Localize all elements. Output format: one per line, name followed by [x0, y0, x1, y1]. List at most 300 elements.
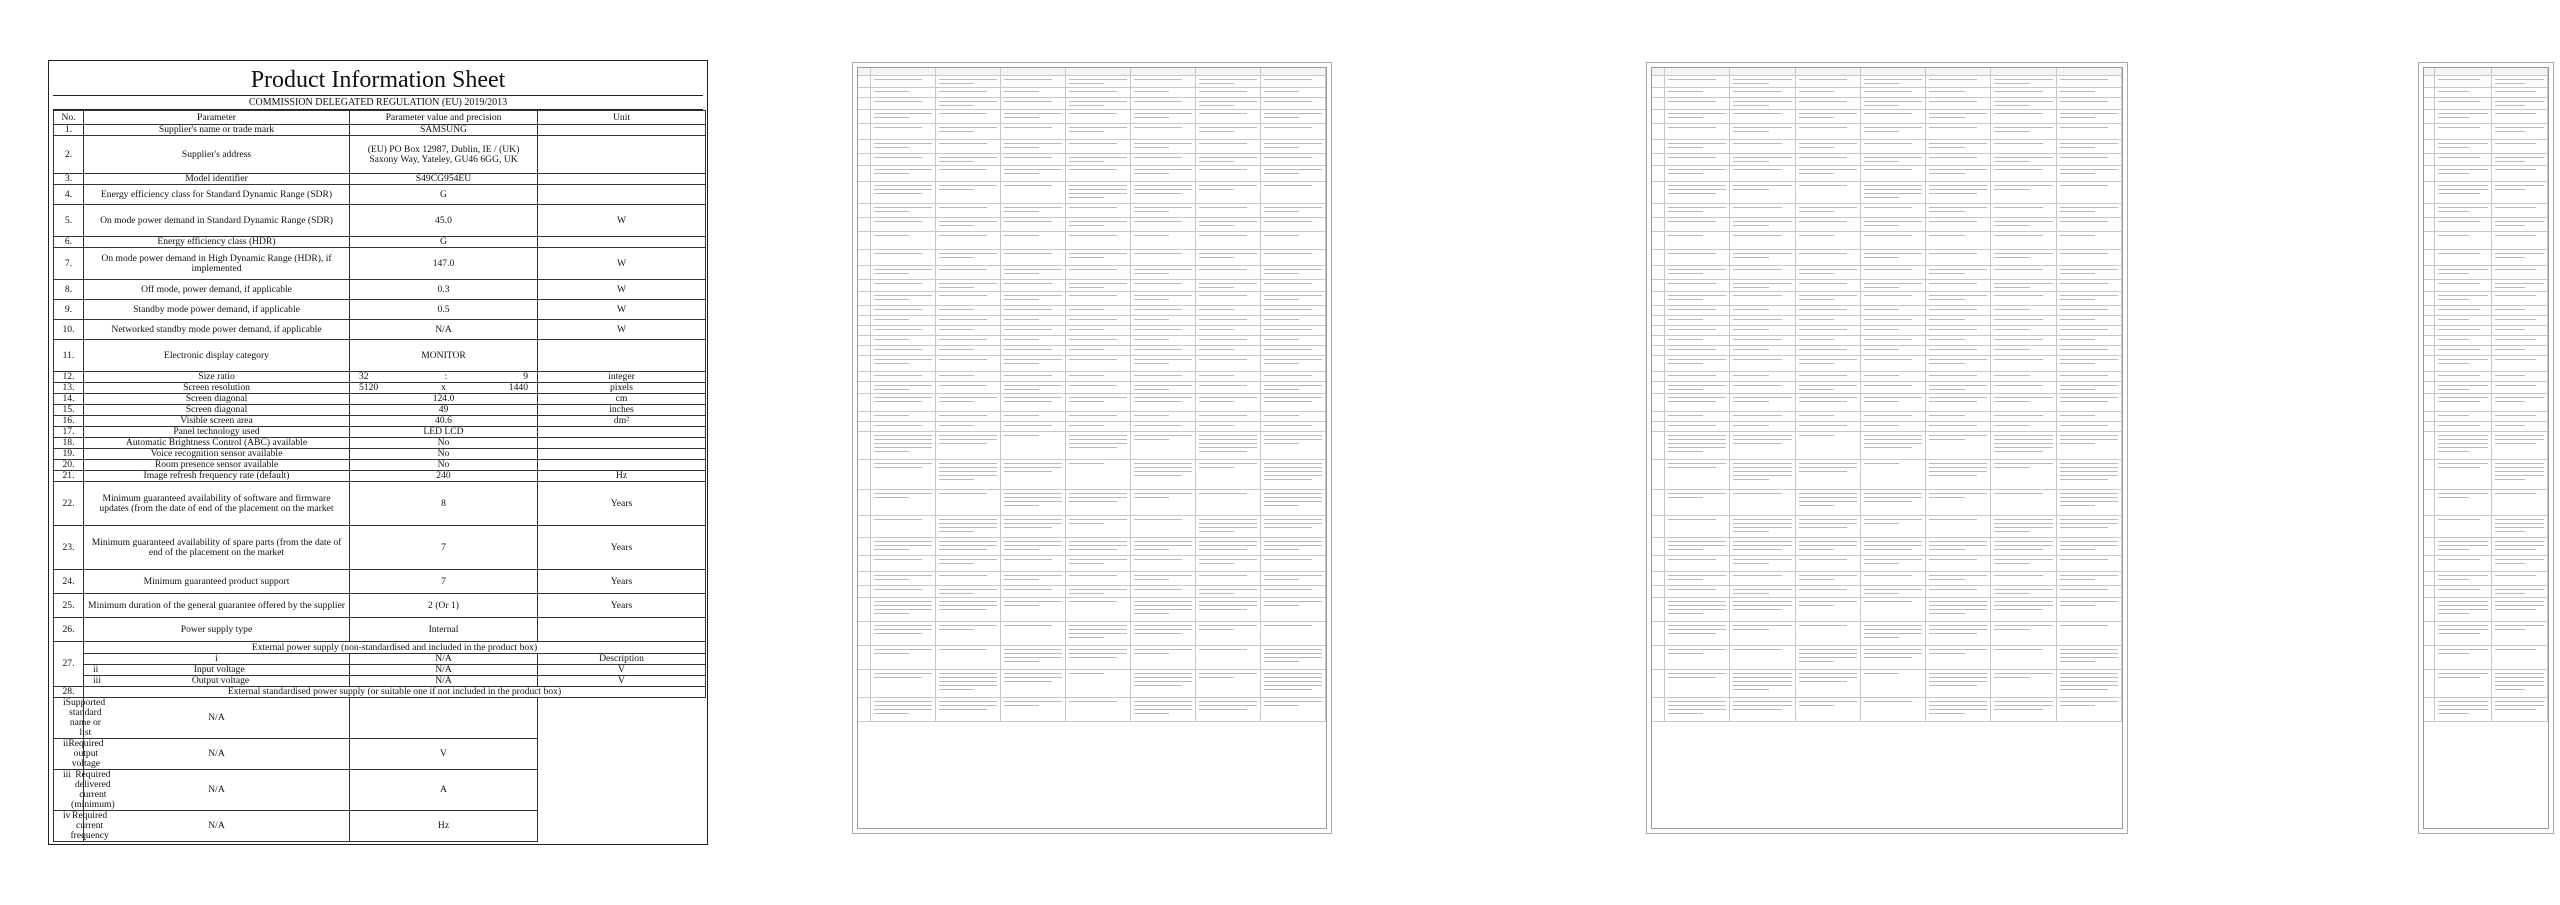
- table-cell: [1652, 326, 1665, 336]
- table-cell: [1861, 218, 1926, 232]
- table-cell: [2492, 382, 2548, 394]
- table-cell: [1652, 372, 1665, 382]
- table-cell: [2435, 280, 2491, 292]
- table-cell: [1196, 204, 1261, 218]
- table-row: [54, 405, 706, 416]
- row-no: 24.: [54, 570, 84, 594]
- table-cell: [1196, 394, 1261, 412]
- table-cell: [1196, 88, 1261, 98]
- table-cell: [1730, 516, 1795, 538]
- table-cell: [1261, 326, 1326, 336]
- table-cell: [1001, 460, 1066, 490]
- table-cell: [1001, 432, 1066, 460]
- table-cell: [1652, 336, 1665, 346]
- table-cell: [1131, 356, 1196, 372]
- table-cell: [2435, 646, 2491, 670]
- sheet-subtitle: COMMISSION DELEGATED REGULATION (EU) 2019/2013: [53, 95, 703, 110]
- col-header-value: Parameter value and precision: [350, 111, 538, 125]
- table-cell: [1196, 182, 1261, 204]
- table-cell: [1066, 460, 1131, 490]
- table-cell: [1730, 394, 1795, 412]
- table-cell: [1926, 124, 1991, 140]
- table-cell: [1796, 460, 1861, 490]
- table-cell: [871, 490, 936, 516]
- ratio-sep: :: [444, 371, 448, 382]
- ext-psu-header: External power supply (non-standardised and included in the product box): [84, 642, 706, 654]
- table-cell: [2492, 140, 2548, 154]
- table-row: [54, 174, 706, 185]
- row-parameter: [54, 810, 109, 842]
- table-cell: [1261, 382, 1326, 394]
- table-cell: [1196, 140, 1261, 154]
- table-cell: [1730, 622, 1795, 646]
- table-cell: [936, 670, 1001, 698]
- row-value: No: [350, 449, 538, 460]
- row-parameter: Off mode, power demand, if applicable: [84, 280, 350, 300]
- table-cell: [1066, 232, 1131, 250]
- table-cell: [2057, 232, 2122, 250]
- table-cell: [2424, 326, 2435, 336]
- table-cell: [1066, 698, 1131, 722]
- table-cell: [1926, 204, 1991, 218]
- table-cell: [1926, 698, 1991, 722]
- table-cell: [1261, 124, 1326, 140]
- table-cell: [871, 266, 936, 280]
- table-cell: [1066, 68, 1131, 76]
- sheet-title: Product Information Sheet: [250, 67, 506, 93]
- table-cell: [2492, 460, 2548, 490]
- row-no: 2.: [54, 136, 84, 174]
- table-cell: [1066, 166, 1131, 182]
- row-parameter: Model identifier: [84, 174, 350, 185]
- table-cell: [1652, 110, 1665, 124]
- table-cell: [2424, 356, 2435, 372]
- table-cell: [2057, 538, 2122, 556]
- table-cell: [2435, 140, 2491, 154]
- table-cell: [1796, 266, 1861, 280]
- table-cell: [1730, 166, 1795, 182]
- row-value: 2 (Or 1): [350, 594, 538, 618]
- table-cell: [1066, 336, 1131, 346]
- table-row: [54, 136, 706, 174]
- table-cell: [2057, 698, 2122, 722]
- resolution-a: 5120: [359, 382, 379, 393]
- table-cell: [2492, 538, 2548, 556]
- table-cell: [2492, 356, 2548, 372]
- table-cell: [871, 336, 936, 346]
- row-no: 20.: [54, 460, 84, 471]
- table-cell: [2492, 516, 2548, 538]
- table-cell: [1796, 232, 1861, 250]
- table-cell: [1926, 572, 1991, 586]
- table-cell: [2057, 154, 2122, 166]
- table-cell: [1665, 394, 1730, 412]
- row-value: No: [350, 438, 538, 449]
- table-cell: [1926, 76, 1991, 88]
- table-cell: [871, 586, 936, 598]
- row-unit: Years: [538, 526, 706, 570]
- table-cell: [1926, 88, 1991, 98]
- table-cell: [1730, 292, 1795, 306]
- row-value: 8: [350, 482, 538, 526]
- row-parameter: Supplier's name or trade mark: [84, 125, 350, 136]
- table-cell: [1730, 124, 1795, 140]
- table-cell: [1131, 698, 1196, 722]
- table-cell: [2435, 250, 2491, 266]
- table-cell: [1066, 204, 1131, 218]
- table-cell: [858, 306, 871, 316]
- table-cell: [871, 76, 936, 88]
- table-cell: [1652, 204, 1665, 218]
- row-no: 12.: [54, 372, 84, 383]
- table-cell: [2492, 432, 2548, 460]
- table-cell: [1861, 598, 1926, 622]
- row-unit: Years: [538, 570, 706, 594]
- table-cell: [1652, 646, 1665, 670]
- table-cell: [1001, 306, 1066, 316]
- table-row: [54, 280, 706, 300]
- row-unit: cm: [538, 394, 706, 405]
- table-cell: [871, 166, 936, 182]
- table-cell: [858, 280, 871, 292]
- table-cell: [1926, 422, 1991, 432]
- table-cell: [2424, 292, 2435, 306]
- table-cell: [936, 538, 1001, 556]
- table-cell: [1066, 598, 1131, 622]
- table-cell: [2492, 250, 2548, 266]
- table-cell: [1001, 88, 1066, 98]
- row-parameter: [84, 665, 350, 676]
- table-cell: [2435, 204, 2491, 218]
- table-cell: [1991, 250, 2056, 266]
- table-cell: [1261, 76, 1326, 88]
- table-cell: [936, 88, 1001, 98]
- table-cell: [1261, 140, 1326, 154]
- table-cell: [1991, 98, 2056, 110]
- table-cell: [1196, 306, 1261, 316]
- table-cell: [1066, 538, 1131, 556]
- table-cell: [871, 622, 936, 646]
- row-value: 7: [350, 570, 538, 594]
- table-cell: [1730, 412, 1795, 422]
- table-cell: [1861, 516, 1926, 538]
- table-cell: [2057, 422, 2122, 432]
- table-cell: [2057, 356, 2122, 372]
- table-cell: [1926, 166, 1991, 182]
- table-cell: [1861, 292, 1926, 306]
- table-cell: [858, 316, 871, 326]
- table-cell: [936, 460, 1001, 490]
- table-cell: [1665, 110, 1730, 124]
- table-cell: [1665, 76, 1730, 88]
- table-cell: [1926, 646, 1991, 670]
- table-cell: [1861, 182, 1926, 204]
- table-cell: [1066, 432, 1131, 460]
- row-parameter: [54, 738, 104, 770]
- table-cell: [1001, 292, 1066, 306]
- table-cell: [1131, 346, 1196, 356]
- table-cell: [1131, 316, 1196, 326]
- table-cell: [1066, 326, 1131, 336]
- table-cell: [2435, 98, 2491, 110]
- row-unit: Years: [538, 594, 706, 618]
- table-cell: [1665, 98, 1730, 110]
- row-no: 3.: [54, 174, 84, 185]
- table-cell: [858, 182, 871, 204]
- table-cell: [2492, 76, 2548, 88]
- table-cell: [1665, 182, 1730, 204]
- table-cell: [1926, 68, 1991, 76]
- table-cell: [2435, 538, 2491, 556]
- ext-psu-header-row: [54, 642, 706, 654]
- table-cell: [936, 646, 1001, 670]
- table-cell: [2492, 412, 2548, 422]
- table-cell: [1001, 326, 1066, 336]
- table-cell: [1665, 280, 1730, 292]
- table-cell: [2435, 124, 2491, 140]
- table-cell: [1665, 250, 1730, 266]
- row-unit: [538, 427, 706, 438]
- table-cell: [1861, 460, 1926, 490]
- table-cell: [1796, 98, 1861, 110]
- table-cell: [1261, 646, 1326, 670]
- table-cell: [1861, 622, 1926, 646]
- table-row: [54, 205, 706, 237]
- table-cell: [1261, 346, 1326, 356]
- row-no: 16.: [54, 416, 84, 427]
- table-cell: [2435, 336, 2491, 346]
- table-cell: [2492, 586, 2548, 598]
- table-cell: [871, 382, 936, 394]
- table-cell: [936, 698, 1001, 722]
- table-cell: [1001, 204, 1066, 218]
- row-no: 19.: [54, 449, 84, 460]
- table-cell: [1131, 586, 1196, 598]
- table-cell: [1730, 250, 1795, 266]
- table-cell: [871, 646, 936, 670]
- table-cell: [1652, 280, 1665, 292]
- table-cell: [1196, 586, 1261, 598]
- table-cell: [1991, 586, 2056, 598]
- table-cell: [1652, 556, 1665, 572]
- table-cell: [1991, 598, 2056, 622]
- table-cell: [2424, 76, 2435, 88]
- table-cell: [2435, 460, 2491, 490]
- table-cell: [2057, 382, 2122, 394]
- row-value: [350, 372, 538, 383]
- table-cell: [1652, 250, 1665, 266]
- table-cell: [1066, 292, 1131, 306]
- table-cell: [1796, 422, 1861, 432]
- table-cell: [858, 166, 871, 182]
- row-value: 7: [350, 526, 538, 570]
- row-value: Internal: [350, 618, 538, 642]
- table-cell: [1652, 182, 1665, 204]
- table-cell: [1196, 110, 1261, 124]
- table-cell: [2435, 326, 2491, 336]
- resolution-b: 1440: [508, 382, 528, 393]
- table-cell: [1796, 336, 1861, 346]
- table-cell: [1001, 538, 1066, 556]
- table-cell: [2492, 572, 2548, 586]
- table-cell: [1861, 232, 1926, 250]
- table-cell: [1665, 326, 1730, 336]
- table-cell: [2424, 68, 2435, 76]
- table-cell: [1652, 316, 1665, 326]
- table-cell: [1066, 394, 1131, 412]
- table-cell: [2492, 280, 2548, 292]
- table-cell: [1730, 68, 1795, 76]
- table-cell: [1066, 110, 1131, 124]
- table-cell: [1652, 412, 1665, 422]
- roman-index: iii: [93, 675, 101, 686]
- table-cell: [936, 218, 1001, 232]
- table-cell: [1652, 422, 1665, 432]
- table-row: [54, 449, 706, 460]
- table-cell: [871, 68, 936, 76]
- table-cell: [1001, 316, 1066, 326]
- table-cell: [1665, 412, 1730, 422]
- row-no: 23.: [54, 526, 84, 570]
- roman-index: iii: [63, 769, 71, 780]
- row-unit: [538, 460, 706, 471]
- table-cell: [858, 346, 871, 356]
- row-value: N/A: [350, 320, 538, 340]
- table-cell: [1730, 422, 1795, 432]
- table-cell: [858, 292, 871, 306]
- table-cell: [936, 306, 1001, 316]
- table-cell: [1796, 356, 1861, 372]
- table-cell: [2424, 412, 2435, 422]
- table-cell: [2435, 292, 2491, 306]
- translation-table-2: [1651, 67, 2123, 829]
- table-cell: [1001, 586, 1066, 598]
- table-cell: [858, 140, 871, 154]
- table-cell: [1131, 154, 1196, 166]
- table-cell: [1796, 490, 1861, 516]
- table-cell: [1652, 306, 1665, 316]
- row-no: 27.: [54, 642, 84, 687]
- table-cell: [858, 88, 871, 98]
- table-cell: [1196, 460, 1261, 490]
- row-unit: W: [538, 248, 706, 280]
- table-cell: [1796, 382, 1861, 394]
- table-cell: [1001, 182, 1066, 204]
- table-cell: [2057, 68, 2122, 76]
- table-cell: [2424, 516, 2435, 538]
- table-cell: [1665, 232, 1730, 250]
- row-value: 124.0: [350, 394, 538, 405]
- table-cell: [936, 432, 1001, 460]
- table-cell: [2424, 316, 2435, 326]
- table-cell: [1131, 266, 1196, 280]
- table-cell: [1196, 218, 1261, 232]
- table-cell: [1131, 166, 1196, 182]
- table-cell: [1796, 218, 1861, 232]
- table-cell: [1652, 382, 1665, 394]
- table-cell: [1001, 572, 1066, 586]
- row-unit: [350, 698, 538, 739]
- table-cell: [1991, 394, 2056, 412]
- table-cell: [1991, 646, 2056, 670]
- table-cell: [1131, 218, 1196, 232]
- table-cell: [1131, 422, 1196, 432]
- table-cell: [1665, 266, 1730, 280]
- table-cell: [1196, 372, 1261, 382]
- table-cell: [1196, 124, 1261, 140]
- row-unit: [538, 438, 706, 449]
- table-cell: [2057, 432, 2122, 460]
- table-cell: [871, 316, 936, 326]
- row-parameter: [84, 676, 350, 687]
- table-cell: [1066, 372, 1131, 382]
- table-cell: [1991, 422, 2056, 432]
- row-no: 11.: [54, 340, 84, 372]
- table-cell: [1261, 182, 1326, 204]
- table-cell: [1926, 154, 1991, 166]
- table-cell: [1001, 422, 1066, 432]
- row-no: 10.: [54, 320, 84, 340]
- table-cell: [1196, 292, 1261, 306]
- table-cell: [858, 432, 871, 460]
- table-cell: [1066, 556, 1131, 572]
- table-cell: [1001, 218, 1066, 232]
- row-no: 14.: [54, 394, 84, 405]
- table-cell: [1796, 166, 1861, 182]
- table-cell: [1730, 76, 1795, 88]
- table-cell: [858, 460, 871, 490]
- row-unit: pixels: [538, 383, 706, 394]
- table-row: [54, 427, 706, 438]
- table-cell: [871, 182, 936, 204]
- table-cell: [1001, 598, 1066, 622]
- table-cell: [1196, 266, 1261, 280]
- table-cell: [2424, 88, 2435, 98]
- table-cell: [1730, 572, 1795, 586]
- table-cell: [1861, 586, 1926, 598]
- table-cell: [1261, 490, 1326, 516]
- table-cell: [2424, 266, 2435, 280]
- table-cell: [1730, 326, 1795, 336]
- table-cell: [936, 110, 1001, 124]
- table-cell: [1261, 336, 1326, 346]
- table-cell: [2492, 232, 2548, 250]
- table-cell: [871, 516, 936, 538]
- table-cell: [1861, 698, 1926, 722]
- table-cell: [1861, 490, 1926, 516]
- table-cell: [2492, 166, 2548, 182]
- table-cell: [1991, 232, 2056, 250]
- row-value: No: [350, 460, 538, 471]
- table-cell: [1926, 556, 1991, 572]
- table-cell: [1665, 124, 1730, 140]
- product-information-sheet: [48, 60, 708, 845]
- table-cell: [1730, 670, 1795, 698]
- table-cell: [1652, 140, 1665, 154]
- table-cell: [1991, 218, 2056, 232]
- table-cell: [871, 88, 936, 98]
- table-cell: [1730, 88, 1795, 98]
- table-cell: [1131, 372, 1196, 382]
- table-cell: [2057, 460, 2122, 490]
- table-cell: [1796, 280, 1861, 292]
- table-cell: [1131, 280, 1196, 292]
- table-cell: [936, 356, 1001, 372]
- table-cell: [1730, 140, 1795, 154]
- table-cell: [1066, 154, 1131, 166]
- table-cell: [871, 346, 936, 356]
- row-value: 240: [350, 471, 538, 482]
